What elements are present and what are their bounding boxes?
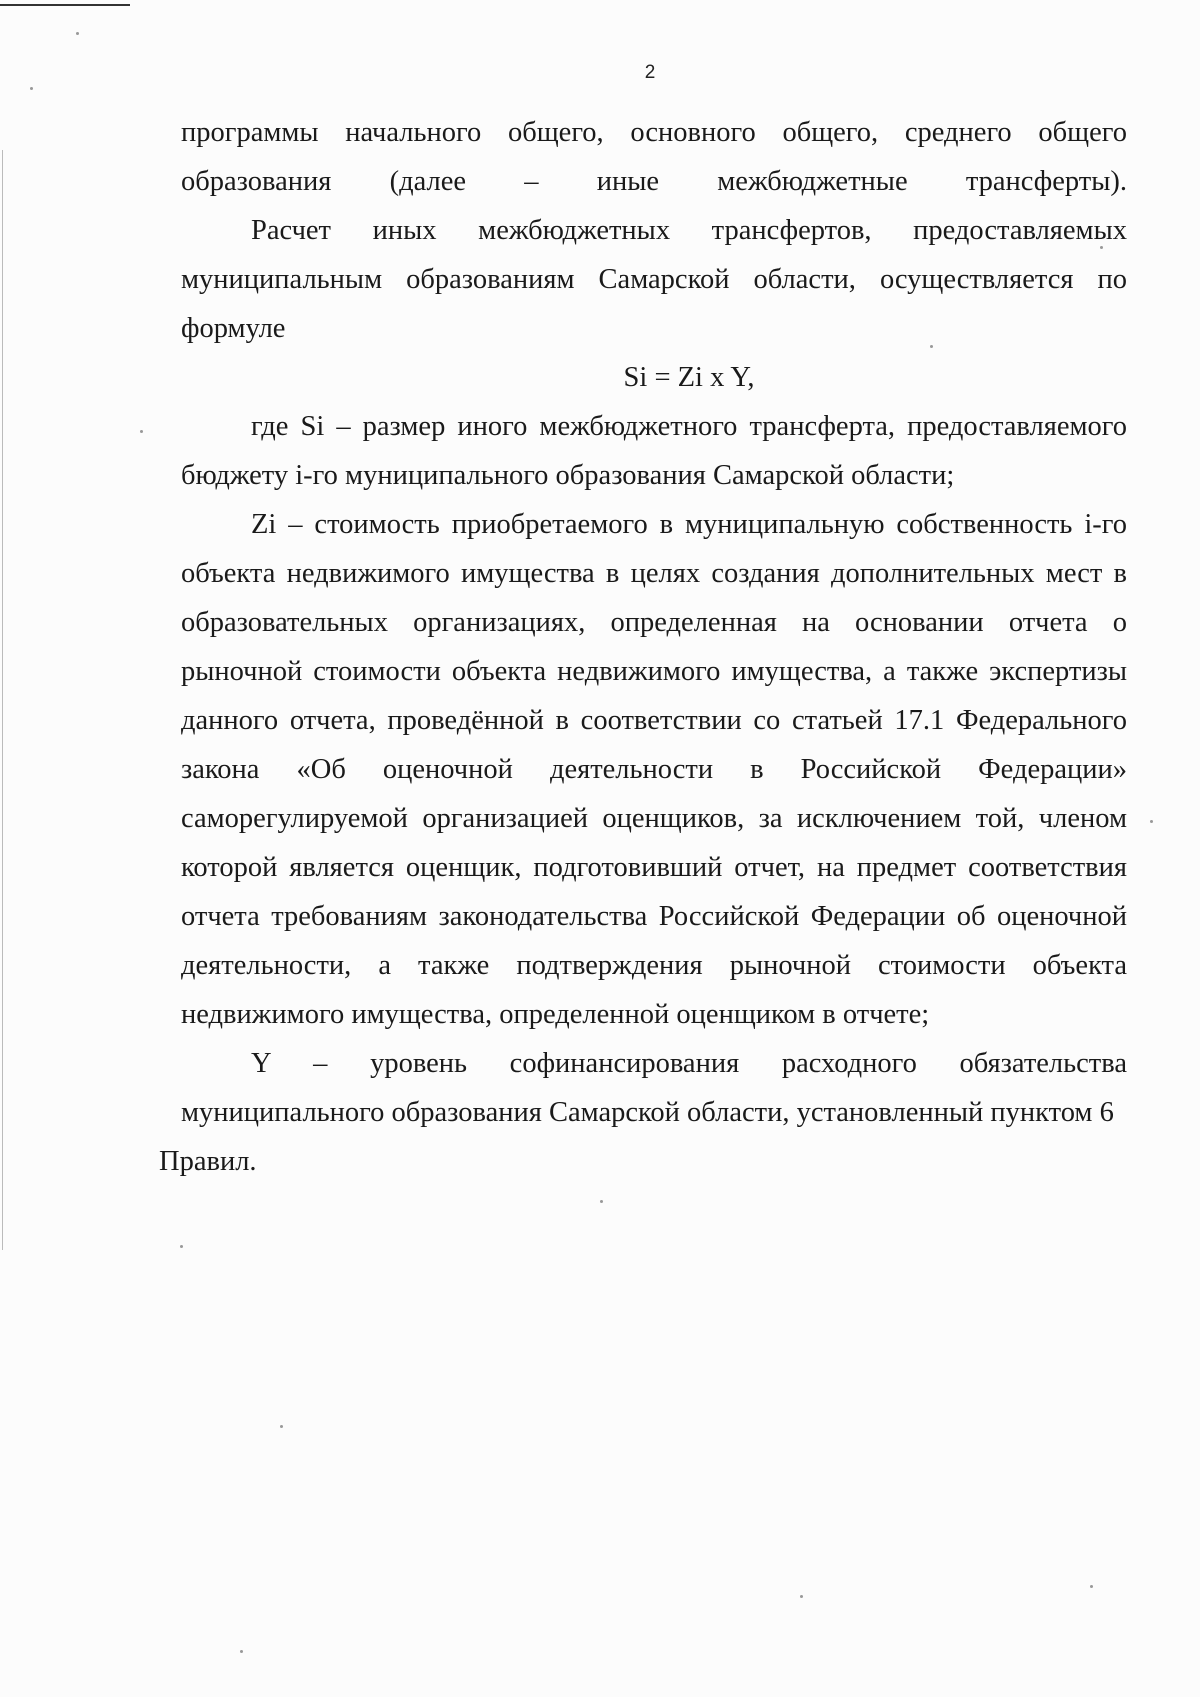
paragraph-text: Zi – стоимость приобретаемого в муниципальную собственность i-го объекта недвижимого имущества в целях создания дополнительных мест в образовательных организациях, определенная на основании отчета о рыночной стоимости объекта недвижимого имущества, а также экспертизы данного отчета, проведённой в соответствии со статьей 17.1 Федерального закона «Об оценочной деятельности в Российской Федерации» саморегулируемой организацией оценщиков, за исключением той, членом которой является оценщик, подготовивший отчет, на предмет соответствия отчета требованиям законодательства Российской Федерации об оценочной деятельности, а также подтверждения рыночной стоимости объекта недвижимого имущества, определенной оценщиком в отчете; [181,509,1127,1030]
left-scan-edge [2,150,3,1250]
scan-speck [1090,1585,1093,1588]
paragraph-text: Правил. [159,1146,257,1177]
scan-speck [140,430,143,433]
paragraph-text: Y – уровень софинансирования расходного обязательства муниципального образования Самарской области, установленный пунктом 6 [181,1048,1127,1128]
paragraph-si-definition [181,402,1127,500]
paragraph-text: где Si – размер иного межбюджетного трансферта, предоставляемого бюджету i-го муниципального образования Самарской области; [181,411,1127,491]
paragraph-zi-definition [181,500,1127,1039]
page-number: 2 [644,62,656,83]
paragraph-y-definition [181,1039,1127,1137]
scan-speck [1100,246,1103,249]
paragraph-calculation [181,206,1127,353]
paragraph-tail [159,1137,1127,1186]
scan-speck [30,87,33,90]
scan-speck [240,1650,243,1653]
paragraph-text: программы начального общего, основного общего, среднего общего образования (далее – иные межбюджетные трансферты). [181,117,1127,197]
scan-speck [1150,820,1153,823]
paragraph-text: Расчет иных межбюджетных трансфертов, предоставляемых муниципальным образованиям Самарской области, осуществляется по формуле [181,215,1127,344]
scan-speck [76,32,79,35]
document-body [159,108,1127,1186]
scan-speck [600,1200,603,1203]
scan-speck [180,1245,183,1248]
top-scan-rule [0,4,130,6]
paragraph-continuation [181,108,1127,206]
formula: Si = Zi x Y, [623,362,755,393]
scan-speck [800,1595,803,1598]
scan-speck [930,345,933,348]
scan-speck [280,1425,283,1428]
